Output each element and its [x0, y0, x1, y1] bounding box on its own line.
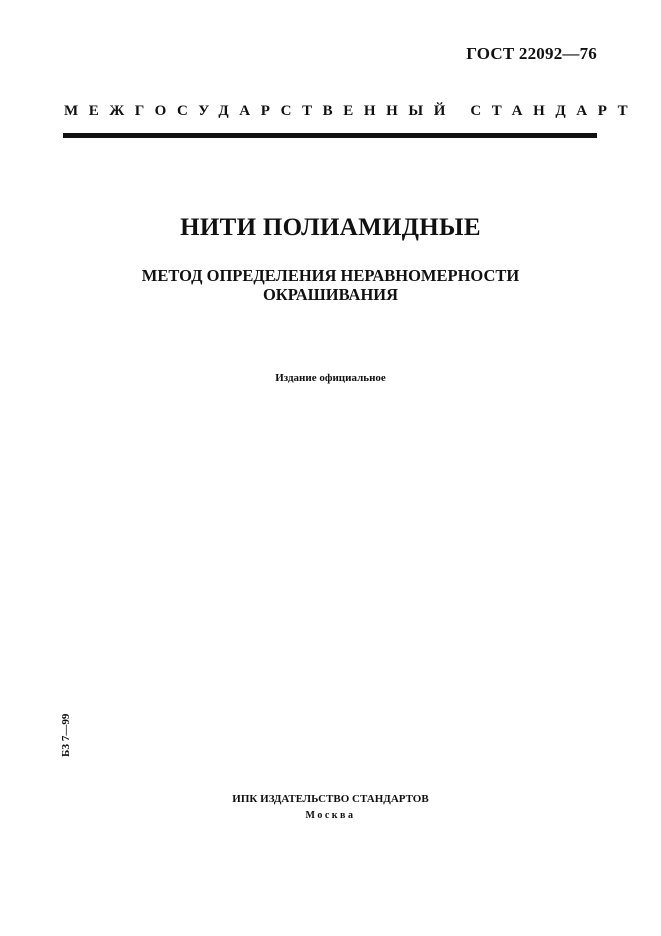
publisher-city: Москва: [305, 810, 356, 821]
document-number: ГОСТ 22092—76: [466, 44, 597, 63]
side-catalog-code: БЗ 7—99: [60, 713, 72, 757]
document-subtitle: [0, 266, 661, 304]
standard-type-heading: МЕЖГОСУДАРСТВЕННЫЙ СТАНДАРТ: [64, 103, 639, 119]
edition-note: Издание официальное: [275, 372, 386, 384]
subtitle-line-1: МЕТОД ОПРЕДЕЛЕНИЯ НЕРАВНОМЕРНОСТИ: [141, 266, 520, 285]
publisher-name: ИПК ИЗДАТЕЛЬСТВО СТАНДАРТОВ: [232, 793, 429, 805]
subtitle-line-2: ОКРАШИВАНИЯ: [262, 285, 399, 304]
document-title: НИТИ ПОЛИАМИДНЫЕ: [180, 214, 481, 241]
header-rule: [63, 133, 597, 138]
